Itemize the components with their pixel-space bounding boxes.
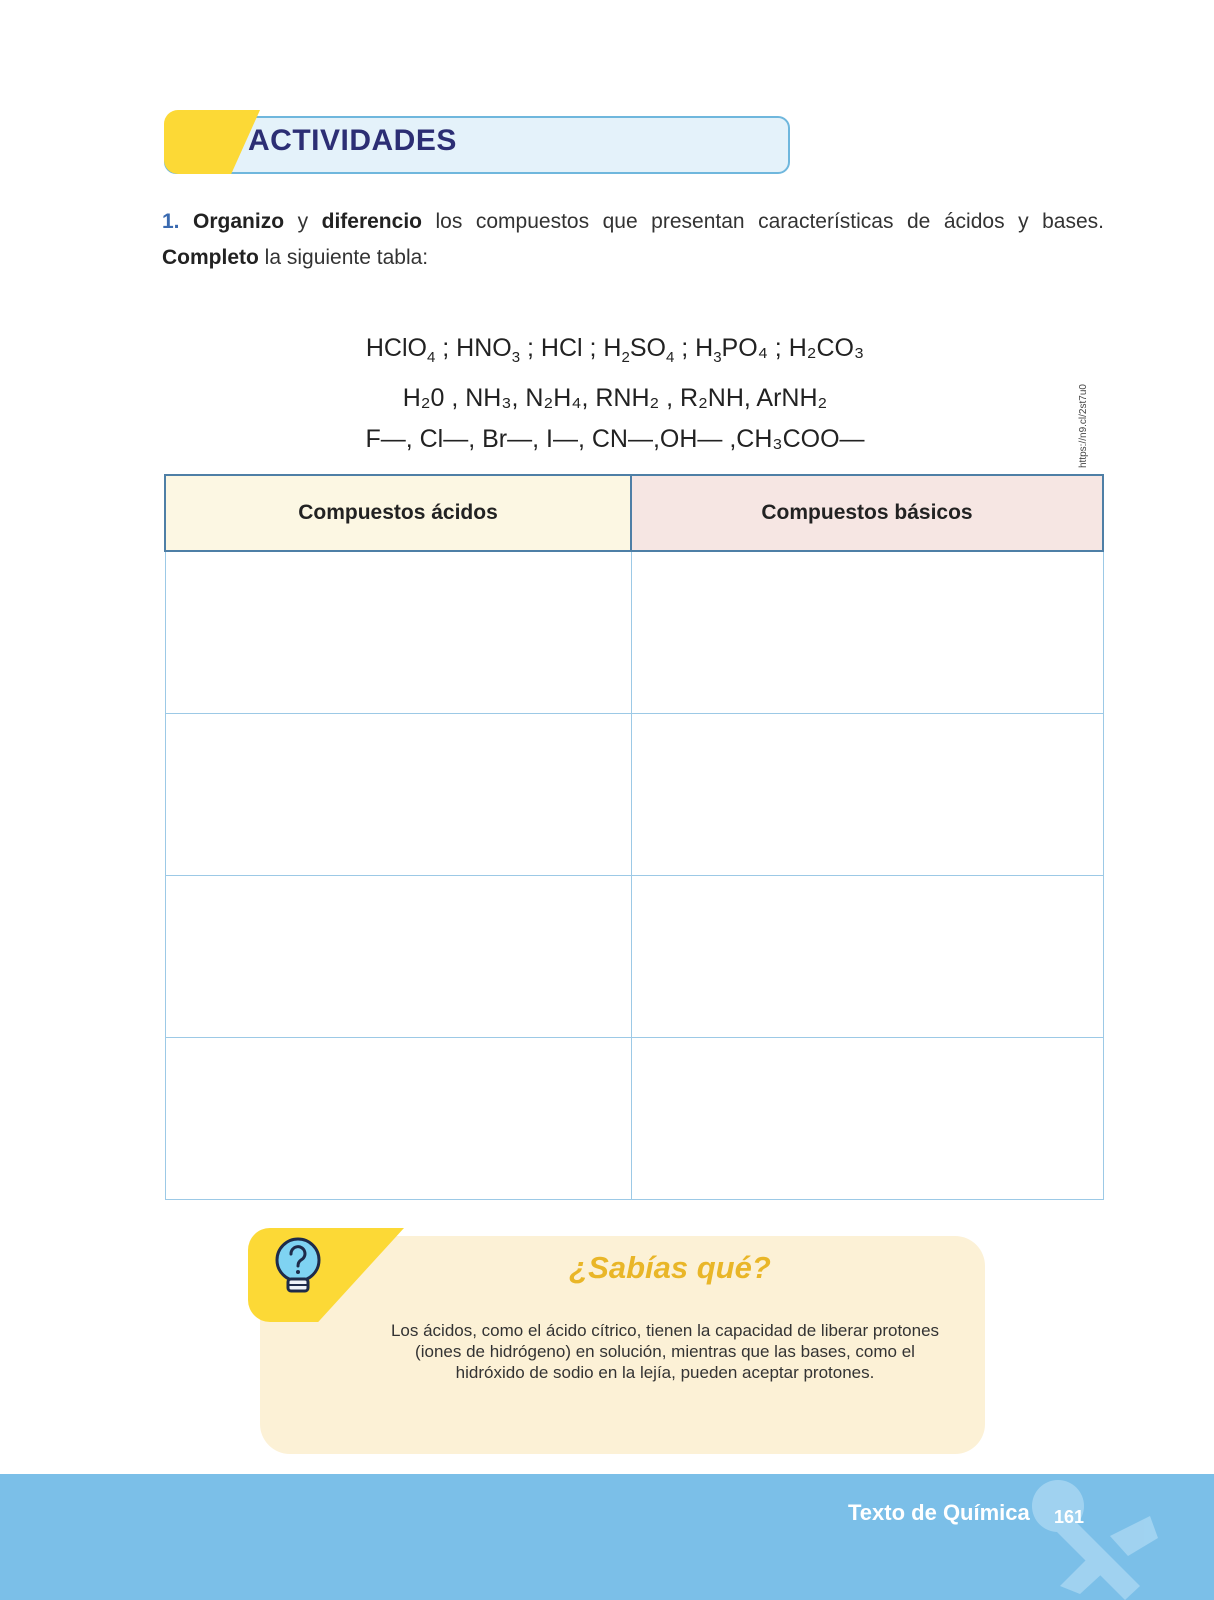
table-row bbox=[165, 551, 1103, 713]
acid-cell[interactable] bbox=[165, 875, 631, 1037]
base-cell[interactable] bbox=[631, 713, 1103, 875]
fact-text: Los ácidos, como el ácido cítrico, tienen la capacidad de liberar protones (iones de hidrógeno) en solución, mientras que las bases, como el hidróxido de sodio en la lejía, pueden aceptar protones. bbox=[390, 1321, 940, 1382]
acid-cell[interactable] bbox=[165, 713, 631, 875]
page-number: 161 bbox=[1054, 1507, 1085, 1527]
instruction-text-2: la siguiente tabla: bbox=[264, 246, 429, 269]
instruction-text-1: los compuestos que presentan características de ácidos y bases. bbox=[435, 210, 1104, 233]
acid-cell[interactable] bbox=[165, 551, 631, 713]
verb-diferencio: diferencio bbox=[321, 210, 422, 233]
activity-number: 1. bbox=[162, 210, 180, 233]
table-row bbox=[165, 713, 1103, 875]
activity-instruction bbox=[162, 204, 1104, 276]
verb-organizo: Organizo bbox=[193, 210, 285, 233]
acid-cell[interactable] bbox=[165, 1037, 631, 1199]
footer-book-title: Texto de Química bbox=[848, 1500, 1030, 1525]
base-cell[interactable] bbox=[631, 551, 1103, 713]
table-row bbox=[165, 875, 1103, 1037]
header-basic-compounds: Compuestos básicos bbox=[631, 475, 1103, 551]
lightbulb-question-icon bbox=[272, 1236, 324, 1298]
verb-completo: Completo bbox=[162, 246, 259, 269]
header-acid-compounds: Compuestos ácidos bbox=[165, 475, 631, 551]
formula-line-anions: F—, Cl—, Br—, I—, CN—,OH— ,CH₃COO— bbox=[365, 425, 865, 453]
base-cell[interactable] bbox=[631, 1037, 1103, 1199]
side-url: https://n9.cl/2st7u0 bbox=[1078, 384, 1089, 468]
formula-line-bases: H₂0 , NH₃, N₂H₄, RNH₂ , R₂NH, ArNH₂ bbox=[402, 384, 828, 412]
rocket-icon bbox=[1030, 1476, 1180, 1600]
compounds-table bbox=[164, 474, 1104, 1200]
conjunction: y bbox=[297, 210, 309, 233]
table-row bbox=[165, 1037, 1103, 1199]
base-cell[interactable] bbox=[631, 875, 1103, 1037]
section-title: ACTIVIDADES bbox=[248, 124, 457, 157]
compound-list bbox=[270, 328, 960, 460]
fact-title: ¿Sabías qué? bbox=[569, 1250, 771, 1285]
formula-line-acids: HClO$_4$ ; $HNO_3$ ; HCl ; $H_2SO_4$ ; $H_3PO_4$ ; H₂CO₃ bbox=[365, 334, 865, 366]
